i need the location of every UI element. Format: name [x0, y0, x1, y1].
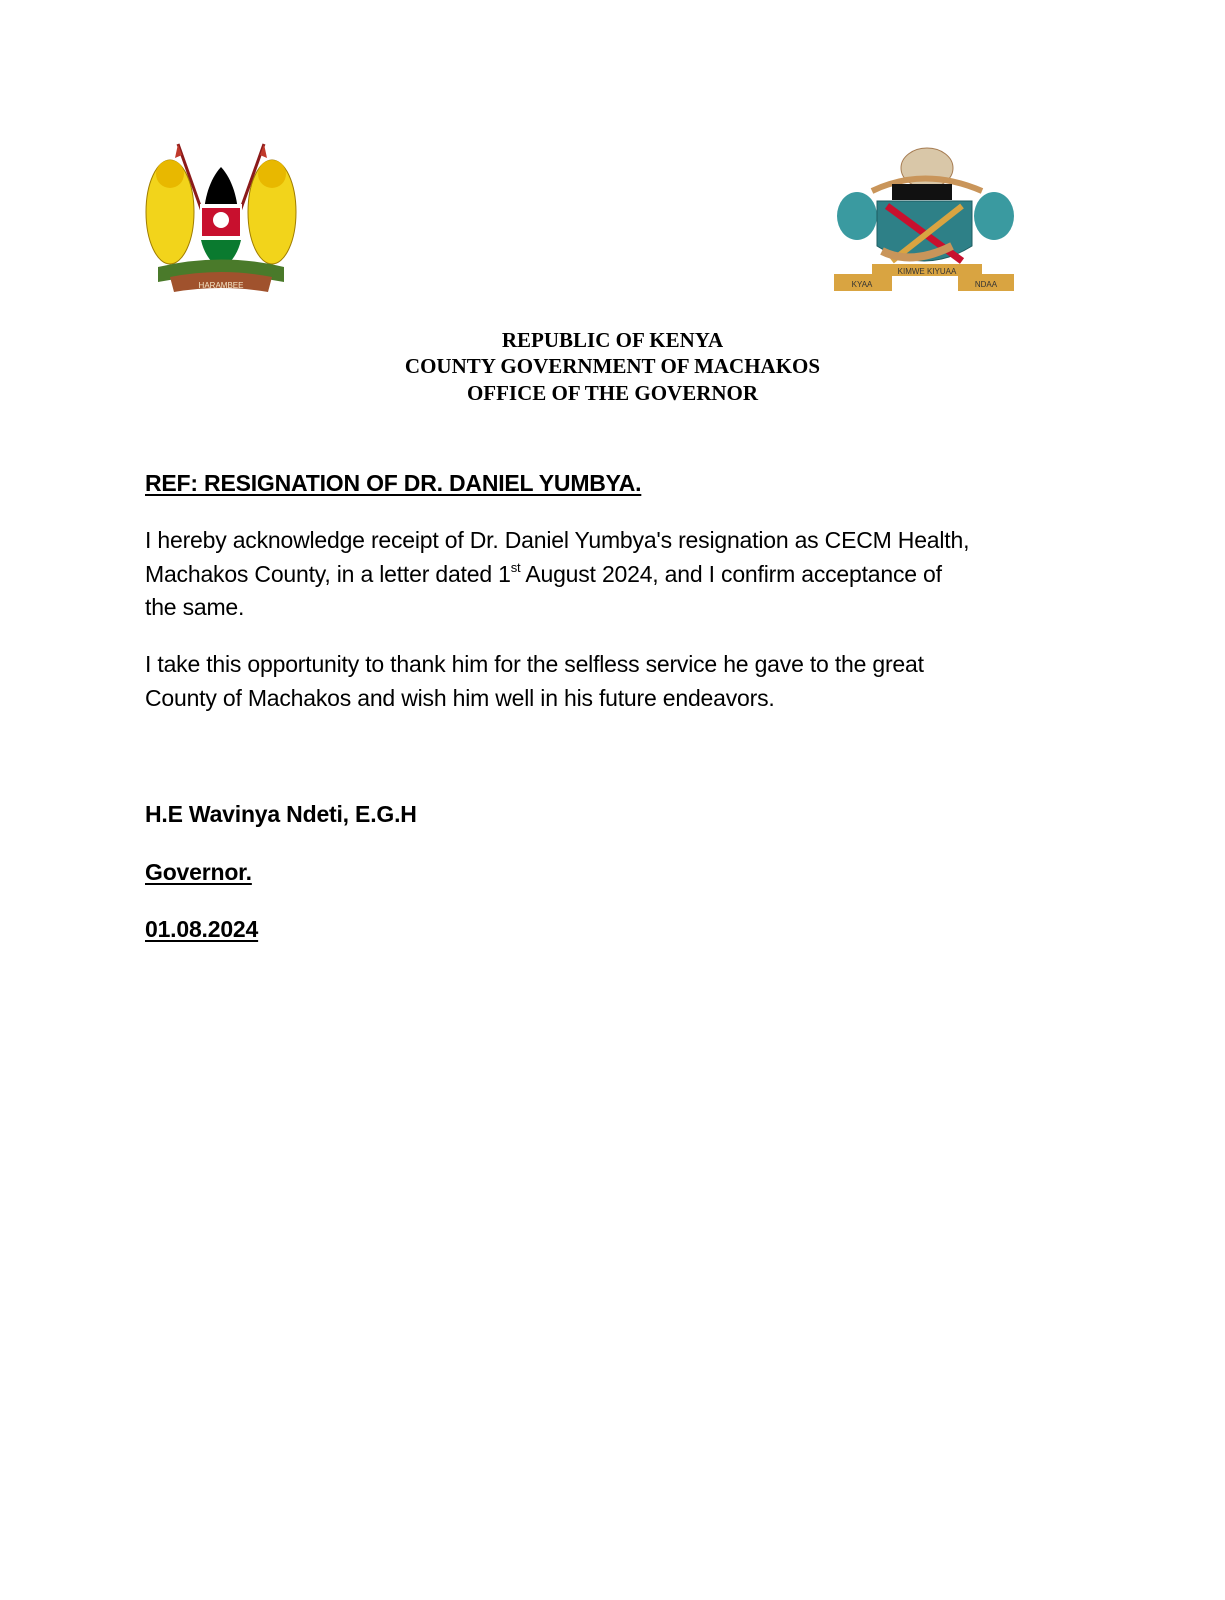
signatory-name: H.E Wavinya Ndeti, E.G.H	[145, 801, 417, 827]
signatory-title: Governor.	[145, 859, 252, 885]
header-county-government: COUNTY GOVERNMENT OF MACHAKOS	[404, 354, 821, 378]
text-segment: August 2024, and I confirm acceptance of	[520, 561, 942, 587]
svg-text:HARAMBEE: HARAMBEE	[198, 281, 244, 290]
svg-text:KIMWE KIYUAA: KIMWE KIYUAA	[897, 267, 957, 276]
reference-line: REF: RESIGNATION OF DR. DANIEL YUMBYA.	[145, 470, 642, 496]
text-segment: Machakos County, in a letter dated 1	[145, 561, 511, 587]
paragraph-line: I take this opportunity to thank him for the selfless service he gave to the great	[145, 651, 924, 677]
paragraph-line: I hereby acknowledge receipt of Dr. Daniel Yumbya's resignation as CECM Health,	[145, 527, 970, 553]
kenya-coat-of-arms-logo	[140, 142, 302, 297]
paragraph-line: County of Machakos and wish him well in his future endeavors.	[145, 685, 775, 711]
paragraph-line	[145, 561, 942, 588]
ordinal-suffix: st	[510, 560, 521, 575]
paragraph-line: the same.	[145, 594, 245, 620]
svg-text:KYAA: KYAA	[851, 280, 873, 289]
header-office: OFFICE OF THE GOVERNOR	[466, 381, 759, 405]
svg-text:NDAA: NDAA	[974, 280, 998, 289]
signature-date: 01.08.2024	[145, 916, 259, 942]
header-republic: REPUBLIC OF KENYA	[501, 328, 724, 352]
machakos-county-coat-of-arms-logo	[832, 146, 1016, 296]
